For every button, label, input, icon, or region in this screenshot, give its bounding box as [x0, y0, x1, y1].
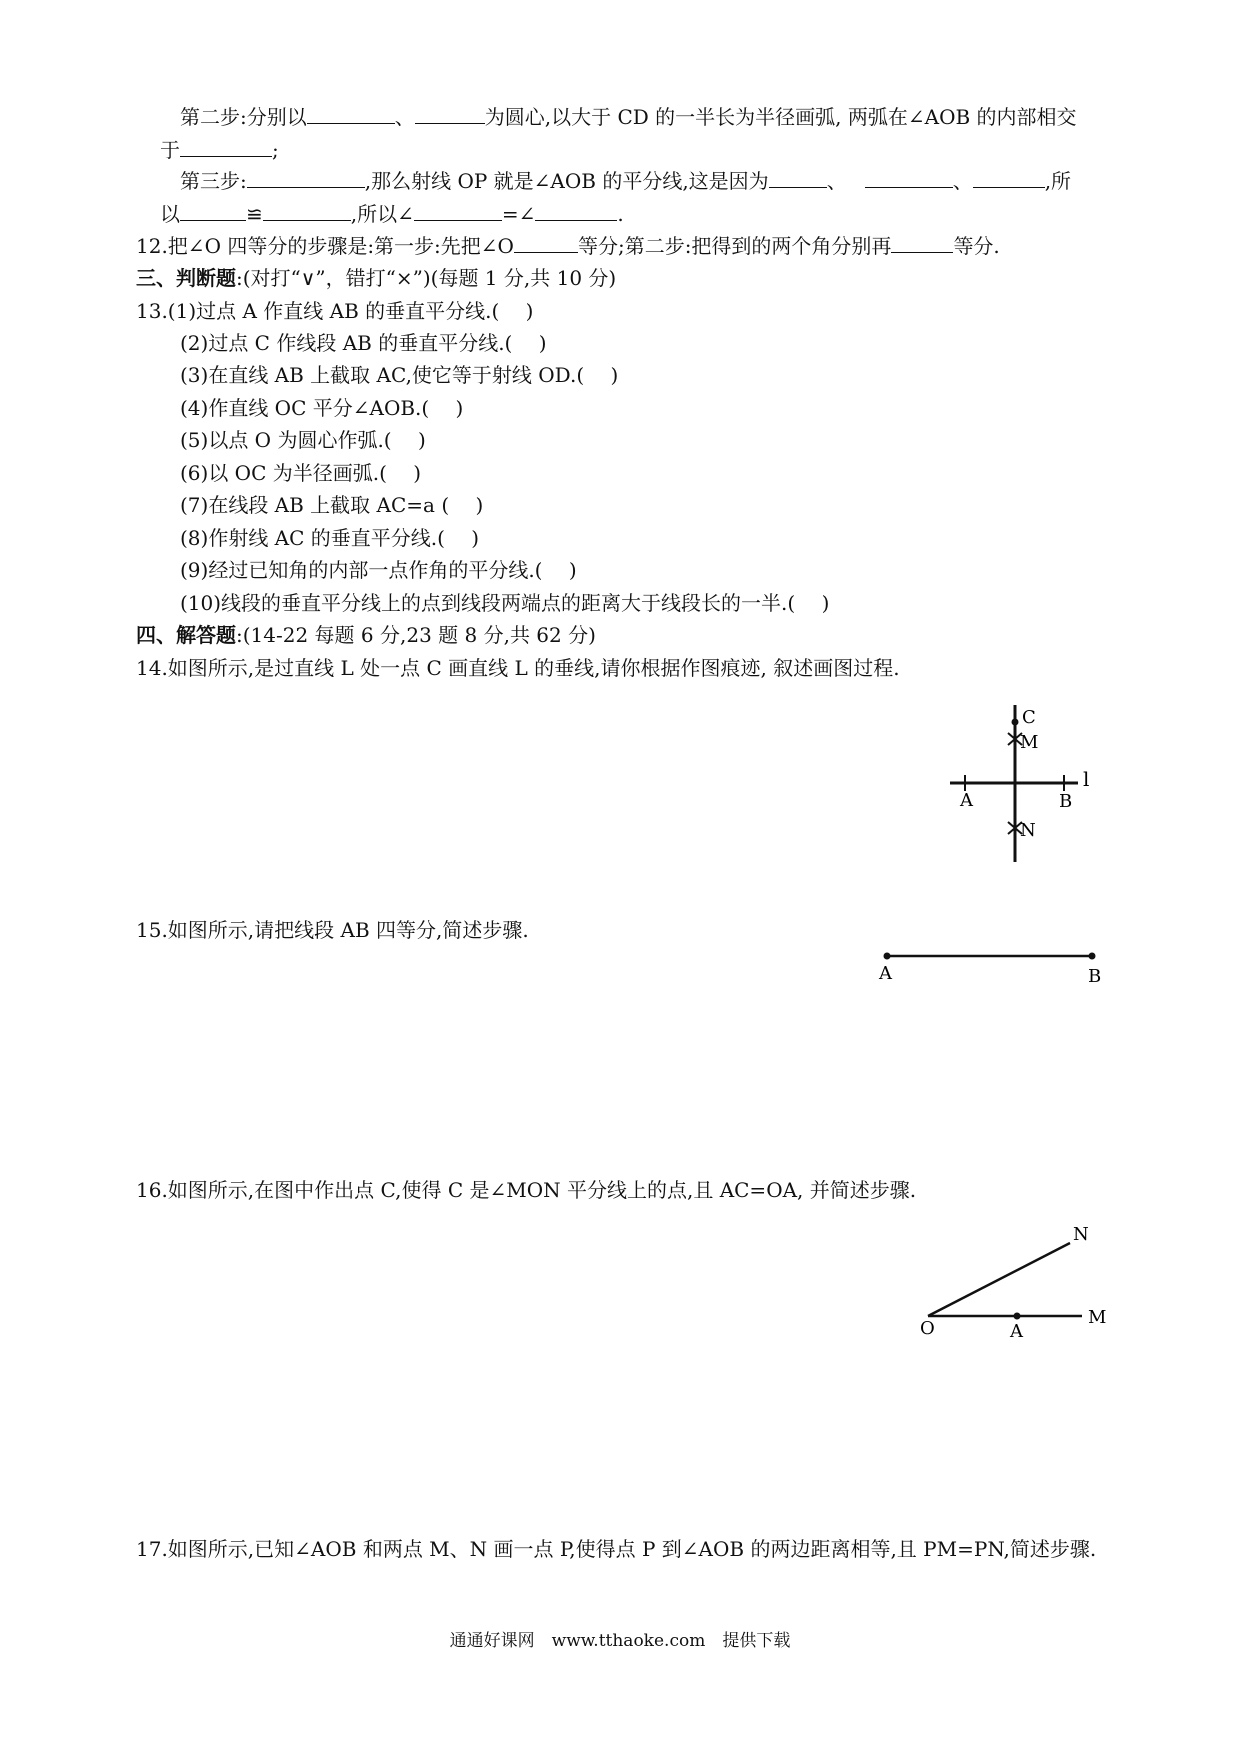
label-n: N	[1020, 820, 1036, 841]
question-15: 15.如图所示,请把线段 AB 四等分,简述步骤.	[136, 918, 529, 942]
q12-text-a: 12.把∠O 四等分的步骤是:第一步:先把∠O	[136, 234, 514, 258]
answer-blank[interactable]	[415, 105, 485, 124]
step3-text-a: 第三步:	[180, 169, 247, 193]
answer-blank[interactable]	[973, 169, 1045, 188]
step2-text-d: ;	[272, 138, 279, 162]
label-b: B	[1059, 791, 1073, 812]
answer-blank[interactable]	[180, 202, 246, 221]
step3-sep1: 、	[826, 169, 847, 193]
section-4-header	[136, 622, 596, 648]
step2-text-c: 于	[160, 138, 180, 162]
label-a: A	[1010, 1321, 1023, 1342]
label-m: M	[1020, 732, 1039, 753]
label-m: M	[1088, 1307, 1107, 1328]
step2-line1	[180, 104, 1077, 130]
step3-text-b: ,那么射线 OP 就是∠AOB 的平分线,这是因为	[364, 169, 769, 193]
point-a	[884, 953, 891, 960]
step3-text-d: 以	[160, 202, 180, 226]
q12-text-b: 等分;第二步:把得到的两个角分别再	[577, 234, 892, 258]
section-3-title: 三、判断题	[136, 266, 236, 290]
question-12	[136, 233, 1000, 259]
label-n: N	[1073, 1224, 1089, 1245]
label-a: A	[960, 790, 973, 811]
label-c: C	[1022, 707, 1036, 728]
q13-item-10: (10)线段的垂直平分线上的点到线段两端点的距离大于线段长的一半.( )	[180, 591, 830, 615]
step2-line2	[160, 137, 279, 163]
label-b: B	[1088, 966, 1102, 987]
q14-perpendicular-figure	[940, 695, 1100, 870]
step2-text-a: 第二步:分别以	[180, 105, 307, 129]
section-4-desc: :(14-22 每题 6 分,23 题 8 分,共 62 分)	[236, 623, 596, 647]
answer-blank[interactable]	[865, 169, 953, 188]
q13-item-5: (5)以点 O 为圆心作弧.( )	[180, 428, 426, 452]
step3-end: .	[617, 202, 624, 226]
q12-text-c: 等分.	[953, 234, 1000, 258]
point-a	[1014, 1313, 1021, 1320]
page-footer: 通通好课网 www.tthaoke.com 提供下载	[449, 1631, 791, 1651]
q13-item-1: 13.(1)过点 A 作直线 AB 的垂直平分线.( )	[136, 299, 534, 323]
q15-segment-figure	[870, 945, 1110, 990]
q13-item-7: (7)在线段 AB 上截取 AC=a ( )	[180, 493, 484, 517]
q13-item-2: (2)过点 C 作线段 AB 的垂直平分线.( )	[180, 331, 547, 355]
q13-item-9: (9)经过已知角的内部一点作角的平分线.( )	[180, 558, 577, 582]
section-3-desc: :(对打“∨”，错打“×”)(每题 1 分,共 10 分)	[236, 266, 617, 290]
step3-text-c: ,所	[1044, 169, 1072, 193]
answer-blank[interactable]	[535, 202, 617, 221]
answer-blank[interactable]	[414, 202, 502, 221]
answer-blank[interactable]	[769, 169, 827, 188]
question-17: 17.如图所示,已知∠AOB 和两点 M、N 画一点 P,使得点 P 到∠AOB 的两边距离相等,且 PM=PN,简述步骤.	[136, 1537, 1097, 1561]
answer-blank[interactable]	[263, 202, 351, 221]
section-3-header	[136, 265, 616, 291]
step3-line2	[160, 201, 624, 227]
q13-item-4: (4)作直线 OC 平分∠AOB.( )	[180, 396, 464, 420]
answer-blank[interactable]	[514, 234, 578, 253]
q13-item-3: (3)在直线 AB 上截取 AC,使它等于射线 OD.( )	[180, 363, 619, 387]
question-16: 16.如图所示,在图中作出点 C,使得 C 是∠MON 平分线上的点,且 AC=OA, 并简述步骤.	[136, 1178, 917, 1202]
q16-angle-figure	[910, 1220, 1110, 1345]
step3-sep2: 、	[952, 169, 973, 193]
question-14: 14.如图所示,是过直线 L 处一点 C 画直线 L 的垂线,请你根据作图痕迹, 叙述画图过程.	[136, 656, 900, 680]
answer-blank[interactable]	[180, 138, 272, 157]
step3-line1	[180, 168, 1071, 194]
section-4-title: 四、解答题	[136, 623, 236, 647]
label-a: A	[879, 963, 892, 984]
answer-blank[interactable]	[891, 234, 953, 253]
step2-sep: 、	[394, 105, 415, 129]
label-o: O	[920, 1318, 935, 1339]
ray-on	[928, 1243, 1070, 1316]
step2-text-b: 为圆心,以大于 CD 的一半长为半径画弧, 两弧在∠AOB 的内部相交	[484, 105, 1077, 129]
point-b	[1089, 953, 1096, 960]
congruent-symbol: ≌	[246, 202, 263, 226]
q13-item-6: (6)以 OC 为半径画弧.( )	[180, 461, 422, 485]
q13-item-8: (8)作射线 AC 的垂直平分线.( )	[180, 526, 480, 550]
label-l: l	[1083, 767, 1090, 791]
point-c	[1012, 719, 1019, 726]
answer-blank[interactable]	[247, 169, 365, 188]
step3-text-e: ,所以∠	[350, 202, 414, 226]
step3-eq: =∠	[501, 202, 536, 226]
answer-blank[interactable]	[307, 105, 395, 124]
